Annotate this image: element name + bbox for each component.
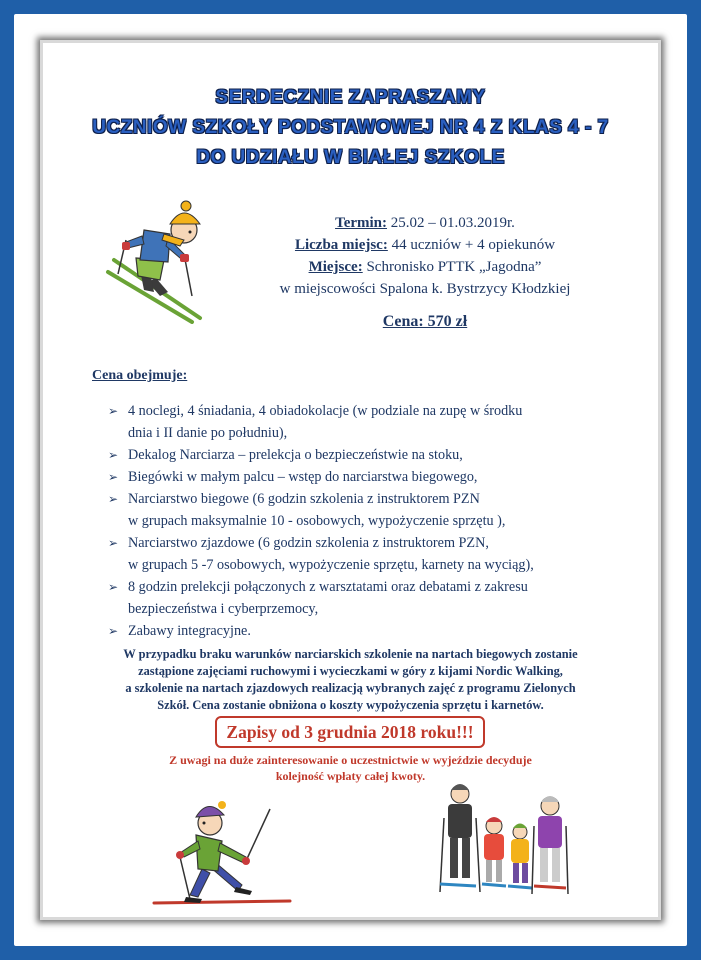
places-label: Liczba miejsc: <box>294 237 388 253</box>
list-item-line-1: Zabawy integracyjne. <box>128 623 251 639</box>
arrow-bullet-icon: ➢ <box>108 492 119 506</box>
headline-line-2: UCZNIÓW SZKOŁY PODSTAWOWEJ NR 4 Z KLAS 4 - 7 <box>92 117 609 138</box>
list-item-line-1: 4 noclegi, 4 śniadania, 4 obiadokolacje (w podziale na zupę w środku <box>128 403 523 419</box>
warning-note <box>120 752 581 784</box>
places-line <box>200 234 650 256</box>
signup-banner: Zapisy od 3 grudnia 2018 roku!!! <box>215 716 485 748</box>
list-item-line-2: bezpieczeństwa i cyberprzemocy, <box>128 601 319 617</box>
list-item-line-1: 8 godzin prelekcji połączonych z warsztatami oraz debatami z zakresu <box>128 579 528 595</box>
list-item-line-1: Narciarstwo biegowe (6 godzin szkolenia z instruktorem PZN <box>128 491 480 507</box>
term-value: 25.02 – 01.03.2019r. <box>387 215 515 231</box>
list-item <box>108 532 628 576</box>
ski-family-illustration <box>436 782 586 906</box>
location-label: Miejsce: <box>308 259 363 275</box>
term-label: Termin: <box>335 215 388 231</box>
warning-line-2: kolejność wpłaty całej kwoty. <box>275 769 426 783</box>
weather-note-line-3: a szkolenie na nartach zjazdowych realizacją wybranych zajęć z programu Zielonych <box>125 681 576 695</box>
list-item-line-1: Biegówki w małym palcu – wstęp do narciarstwa biegowego, <box>128 469 478 485</box>
includes-list <box>108 400 628 642</box>
warning-line-1: Z uwagi na duże zainteresowanie o uczestnictwie w wyjeździe decyduje <box>169 753 532 767</box>
list-item <box>108 576 628 620</box>
weather-note-line-2: zastąpione zajęciami ruchowymi i wycieczkami w góry z kijami Nordic Walking, <box>138 664 563 678</box>
list-item-line-2: dnia i II danie po południu), <box>128 425 288 441</box>
list-item <box>108 400 628 444</box>
places-value: 44 uczniów + 4 opiekunów <box>387 237 556 253</box>
arrow-bullet-icon: ➢ <box>108 624 119 638</box>
weather-note-line-1: W przypadku braku warunków narciarskich szkolenie na nartach biegowych zostanie <box>123 647 578 661</box>
headline-line-3: DO UDZIAŁU W BIAŁEJ SZKOLE <box>196 147 505 168</box>
headline-line-1: SERDECZNIE ZAPRASZAMY <box>215 87 486 108</box>
location-line-2: w miejscowości Spalona k. Bystrzycy Kłodzkiej <box>279 281 571 297</box>
location-line <box>200 256 650 278</box>
list-item-line-1: Dekalog Narciarza – prelekcja o bezpieczeństwie na stoku, <box>128 447 463 463</box>
arrow-bullet-icon: ➢ <box>108 470 119 484</box>
cross-country-skier-illustration <box>150 795 298 911</box>
list-item <box>108 466 628 488</box>
list-item <box>108 488 628 532</box>
location-value: Schronisko PTTK „Jagodna” <box>362 259 542 275</box>
weather-note-line-4: Szkół. Cena zostanie obniżona o koszty wypożyczenia sprzętu i karnetów. <box>157 698 544 712</box>
list-item-line-1: Narciarstwo zjazdowe (6 godzin szkolenia z instruktorem PZN, <box>128 535 489 551</box>
price: Cena: 570 zł <box>382 313 468 330</box>
list-item <box>108 620 628 642</box>
list-item-line-2: w grupach 5 -7 osobowych, wypożyczenie sprzętu, karnety na wyciąg), <box>128 557 534 573</box>
list-item <box>108 444 628 466</box>
arrow-bullet-icon: ➢ <box>108 404 119 418</box>
arrow-bullet-icon: ➢ <box>108 536 119 550</box>
arrow-bullet-icon: ➢ <box>108 448 119 462</box>
includes-title: Cena obejmuje: <box>92 368 188 383</box>
downhill-skier-illustration <box>104 200 212 324</box>
term-line <box>200 212 650 234</box>
weather-note <box>70 646 631 714</box>
list-item-line-2: w grupach maksymalnie 10 - osobowych, wypożyczenie sprzętu ), <box>128 513 506 529</box>
arrow-bullet-icon: ➢ <box>108 580 119 594</box>
